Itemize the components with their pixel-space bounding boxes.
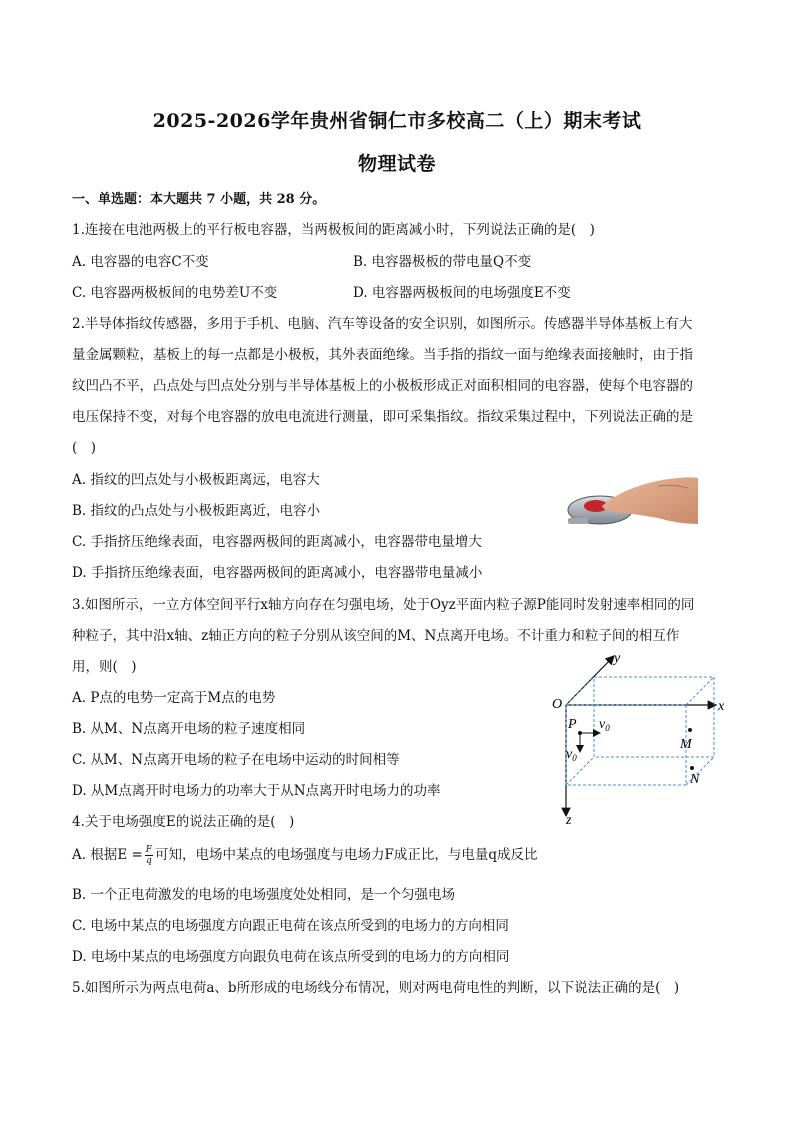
q4-stem: 4.关于电场强度E的说法正确的是( ) xyxy=(72,814,295,830)
q4-option-d: D. 电场中某点的电场强度方向跟负电荷在该点所受到的电场力的方向相同 xyxy=(72,949,510,965)
section-heading: 一、单选题：本大题共 7 小题，共 28 分。 xyxy=(72,192,326,207)
q4-option-a-prefix: A. 根据E = xyxy=(72,847,143,863)
point-p-label: P xyxy=(568,717,577,732)
point-n-label: N xyxy=(690,772,700,787)
q1-stem: 1.连接在电池两极上的平行板电容器，当两极板间的距离减小时，下列说法正确的是( ) xyxy=(72,222,595,238)
q2-stem-line: 纹凹凸不平，凸点处与凹点处分别与半导体基板上的小极板形成正对面积相同的电容器，使每个电容器的 xyxy=(72,378,693,394)
q1-option-b: B. 电容器极板的带电量Q不变 xyxy=(353,254,532,270)
q2-stem-line: 量金属颗粒，基板上的每一点都是小极板，其外表面绝缘。当手指的指纹一面与绝缘表面接触时，由于指 xyxy=(72,347,693,363)
v0-x-label: $v_0$ xyxy=(599,717,610,733)
q2-option-c: C. 手指挤压绝缘表面，电容器两极间的距离减小，电容器带电量增大 xyxy=(72,534,482,550)
x-axis-label: x xyxy=(718,699,725,714)
point-m-label: M xyxy=(680,737,692,752)
q4-option-b: B. 一个正电荷激发的电场的电场强度处处相同，是一个匀强电场 xyxy=(72,887,456,903)
q5-stem: 5.如图所示为两点电荷a、b所形成的电场线分布情况，则对两电荷电性的判断，以下说法正确的是( ) xyxy=(72,980,680,996)
q3-stem-line: 3.如图所示，一立方体空间平行x轴方向存在匀强电场，处于Oyz平面内粒子源P能同时发射速率相同的同 xyxy=(72,597,695,613)
point-m xyxy=(688,728,692,732)
q2-stem-line: 2.半导体指纹传感器，多用于手机、电脑、汽车等设备的安全识别，如图所示。传感器半导体基板上有大 xyxy=(72,316,693,332)
q4-option-a xyxy=(72,843,538,866)
q2-option-b: B. 指纹的凸点处与小极板距离近，电容小 xyxy=(72,503,321,519)
v0-z-label: $v_0$ xyxy=(566,747,577,763)
z-axis-label: z xyxy=(566,813,572,828)
q2-stem-line: ( ) xyxy=(72,440,97,456)
q2-stem-line: 电压保持不变，对每个电容器的放电电流进行测量，即可采集指纹。指纹采集过程中，下列说法正确的是 xyxy=(72,409,693,425)
origin-label: O xyxy=(552,697,563,712)
q2-option-a: A. 指纹的凹点处与小极板距离远，电容大 xyxy=(72,472,320,488)
q3-option-a: A. P点的电势一定高于M点的电势 xyxy=(72,690,276,706)
q1-option-c: C. 电容器两极板间的电势差U不变 xyxy=(72,285,278,301)
q3-stem-line: 用，则( ) xyxy=(72,659,137,675)
fraction-f-over-q: $\frac{F}{q}$ xyxy=(145,845,153,866)
exam-title: 2025-2026学年贵州省铜仁市多校高二（上）期末考试 xyxy=(152,110,642,132)
q2-option-d: D. 手指挤压绝缘表面，电容器两极间的距离减小，电容器带电量减小 xyxy=(72,565,483,581)
q3-option-d: D. 从M点离开时电场力的功率大于从N点离开时电场力的功率 xyxy=(72,783,441,799)
q4-option-c: C. 电场中某点的电场强度方向跟正电荷在该点所受到的电场力的方向相同 xyxy=(72,918,509,934)
q1-option-a: A. 电容器的电容C不变 xyxy=(72,254,209,270)
y-axis-label: y xyxy=(614,651,621,666)
q3-option-b: B. 从M、N点离开电场的粒子速度相同 xyxy=(72,721,306,737)
fingerprint-sensor-image xyxy=(562,466,698,534)
q3-option-c: C. 从M、N点离开电场的粒子在电场中运动的时间相等 xyxy=(72,752,400,768)
q1-option-d: D. 电容器两极板间的电场强度E不变 xyxy=(353,285,571,301)
q4-option-a-text: 可知，电场中某点的电场强度与电场力F成正比，与电量q成反比 xyxy=(155,847,538,863)
exam-subtitle: 物理试卷 xyxy=(357,153,436,175)
point-n xyxy=(690,766,694,770)
q3-stem-line: 种粒子，其中沿x轴、z轴正方向的粒子分别从该空间的M、N点离开电场。不计重力和粒子间的相互作 xyxy=(72,628,680,644)
cube-field-diagram xyxy=(544,648,734,828)
